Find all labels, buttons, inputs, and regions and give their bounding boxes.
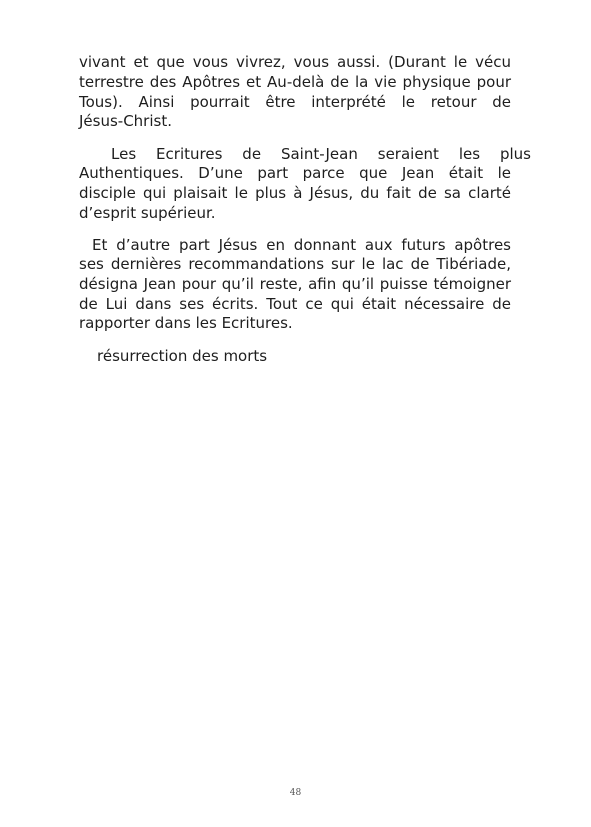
paragraph-1-line-1: vivant et que vous vivrez, vous aussi. (Durant le vécu: [79, 53, 511, 71]
paragraph-3-line-3: désigna Jean pour qu’il reste, afin qu’il puisse témoigner: [79, 275, 511, 293]
paragraph-2-line-3: disciple qui plaisait le plus à Jésus, du fait de sa clarté: [79, 184, 511, 202]
paragraph-3-line-1: Et d’autre part Jésus en donnant aux futurs apôtres: [92, 236, 511, 254]
section-line: résurrection des morts: [97, 347, 268, 365]
paragraph-1-line-3: Tous). Ainsi pourrait être interprété le retour de: [79, 93, 511, 111]
paragraph-2-line-1: Les Ecritures de Saint-Jean seraient les plus: [111, 145, 531, 163]
paragraph-2-line-4: d’esprit supérieur.: [79, 204, 216, 222]
paragraph-1-line-4: Jésus-Christ.: [79, 112, 172, 130]
paragraph-3-line-5: rapporter dans les Ecritures.: [79, 314, 293, 332]
paragraph-3-line-2: ses dernières recommandations sur le lac de Tibériade,: [79, 255, 511, 273]
paragraph-1-line-2: terrestre des Apôtres et Au-delà de la vie physique pour: [79, 73, 511, 91]
page-number: 48: [289, 788, 302, 798]
paragraph-2-line-2: Authentiques. D’une part parce que Jean était le: [79, 164, 511, 182]
paragraph-3-line-4: de Lui dans ses écrits. Tout ce qui était nécessaire de: [79, 295, 511, 313]
